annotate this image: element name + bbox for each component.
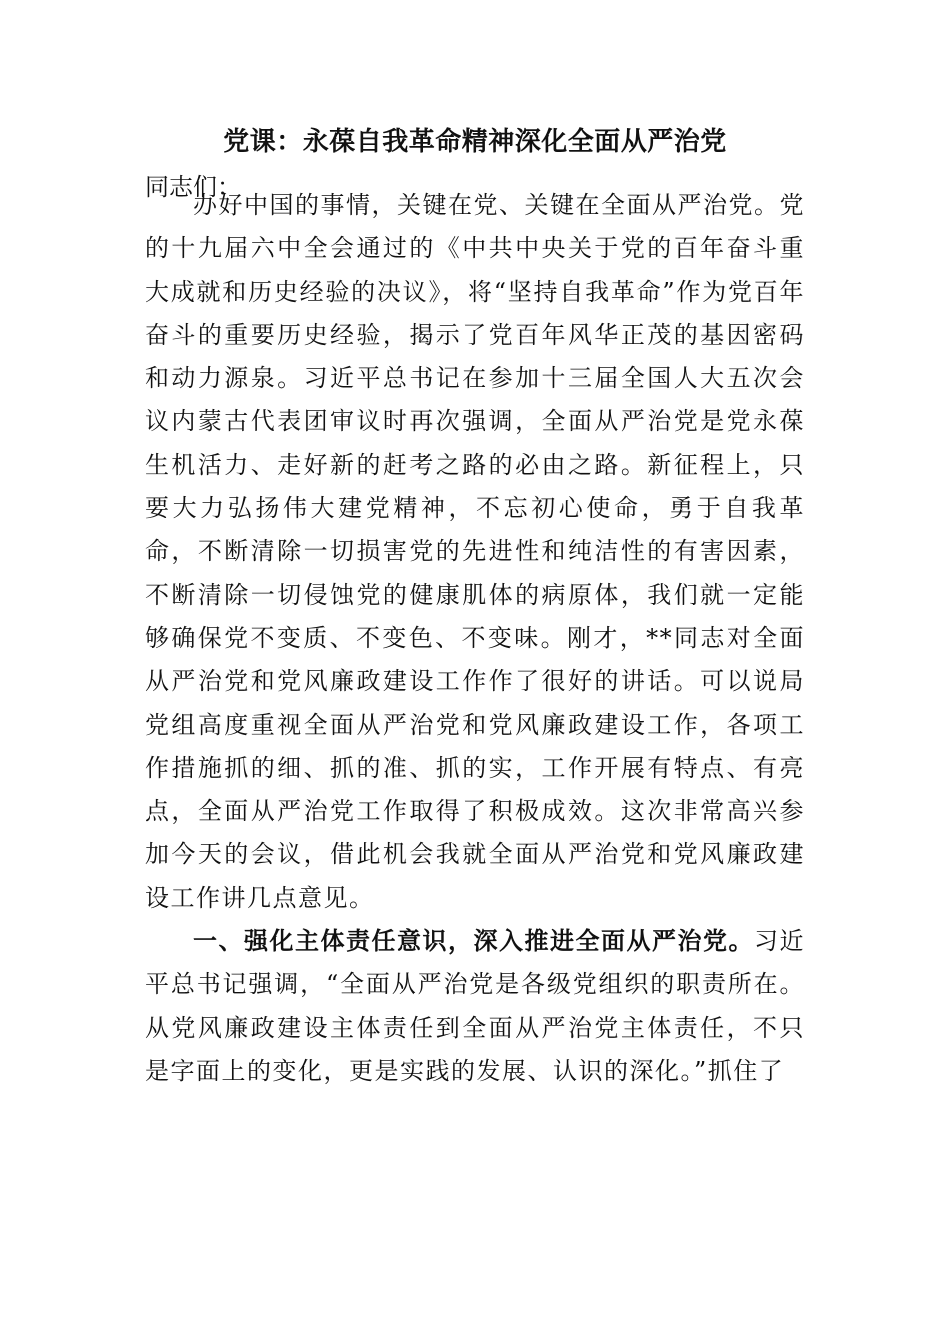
intro-text: 办好中国的事情，关键在党、关键在全面从严治党。党的十九届六中全会通过的《中共中央关于党的百年奋斗重大成就和历史经验的决议》，将“坚持自我革命”作为党百年奋斗的重要历史经验，揭示了党百年风华正茂的基因密码和动力源泉。习近平总书记在参加十三届全国人大五次会议内蒙古代表团审议时再次强调，全面从严治党是党永葆生机活力、走好新的赶考之路的必由之路。新征程上，只要大力弘扬伟大建党精神，不忘初心使命，勇于自我革命，不断清除一切损害党的先进性和纯洁性的有害因素，不断清除一切侵蚀党的健康肌体的病原体，我们就一定能够确保党不变质、不变色、不变味。刚才，**同志对全面从严治党和党风廉政建设工作作了很好的讲话。可以说局党组高度重视全面从严治党和党风廉政建设工作，各项工作措施抓的细、抓的准、抓的实，工作开展有特点、有亮点，全面从严治党工作取得了积极成效。这次非常高兴参加今天的会议，借此机会我就全面从严治党和党风廉政建设工作讲几点意见。 [145, 191, 805, 912]
section-1-heading: 一、强化主体责任意识，深入推进全面从严治党。 [193, 927, 754, 955]
section-1-text: 习近平总书记强调，“全面从严治党是各级党组织的职责所在。从党风廉政建设主体责任到全面从严治党主体责任，不只是字面上的变化，更是实践的发展、认识的深化。”抓住了 [145, 927, 805, 1085]
document-title: 党课：永葆自我革命精神深化全面从严治党 [223, 127, 727, 157]
body-paragraph-section-1 [145, 920, 805, 1093]
salutation: 同志们： [145, 173, 241, 201]
body-paragraph-intro [145, 184, 805, 920]
